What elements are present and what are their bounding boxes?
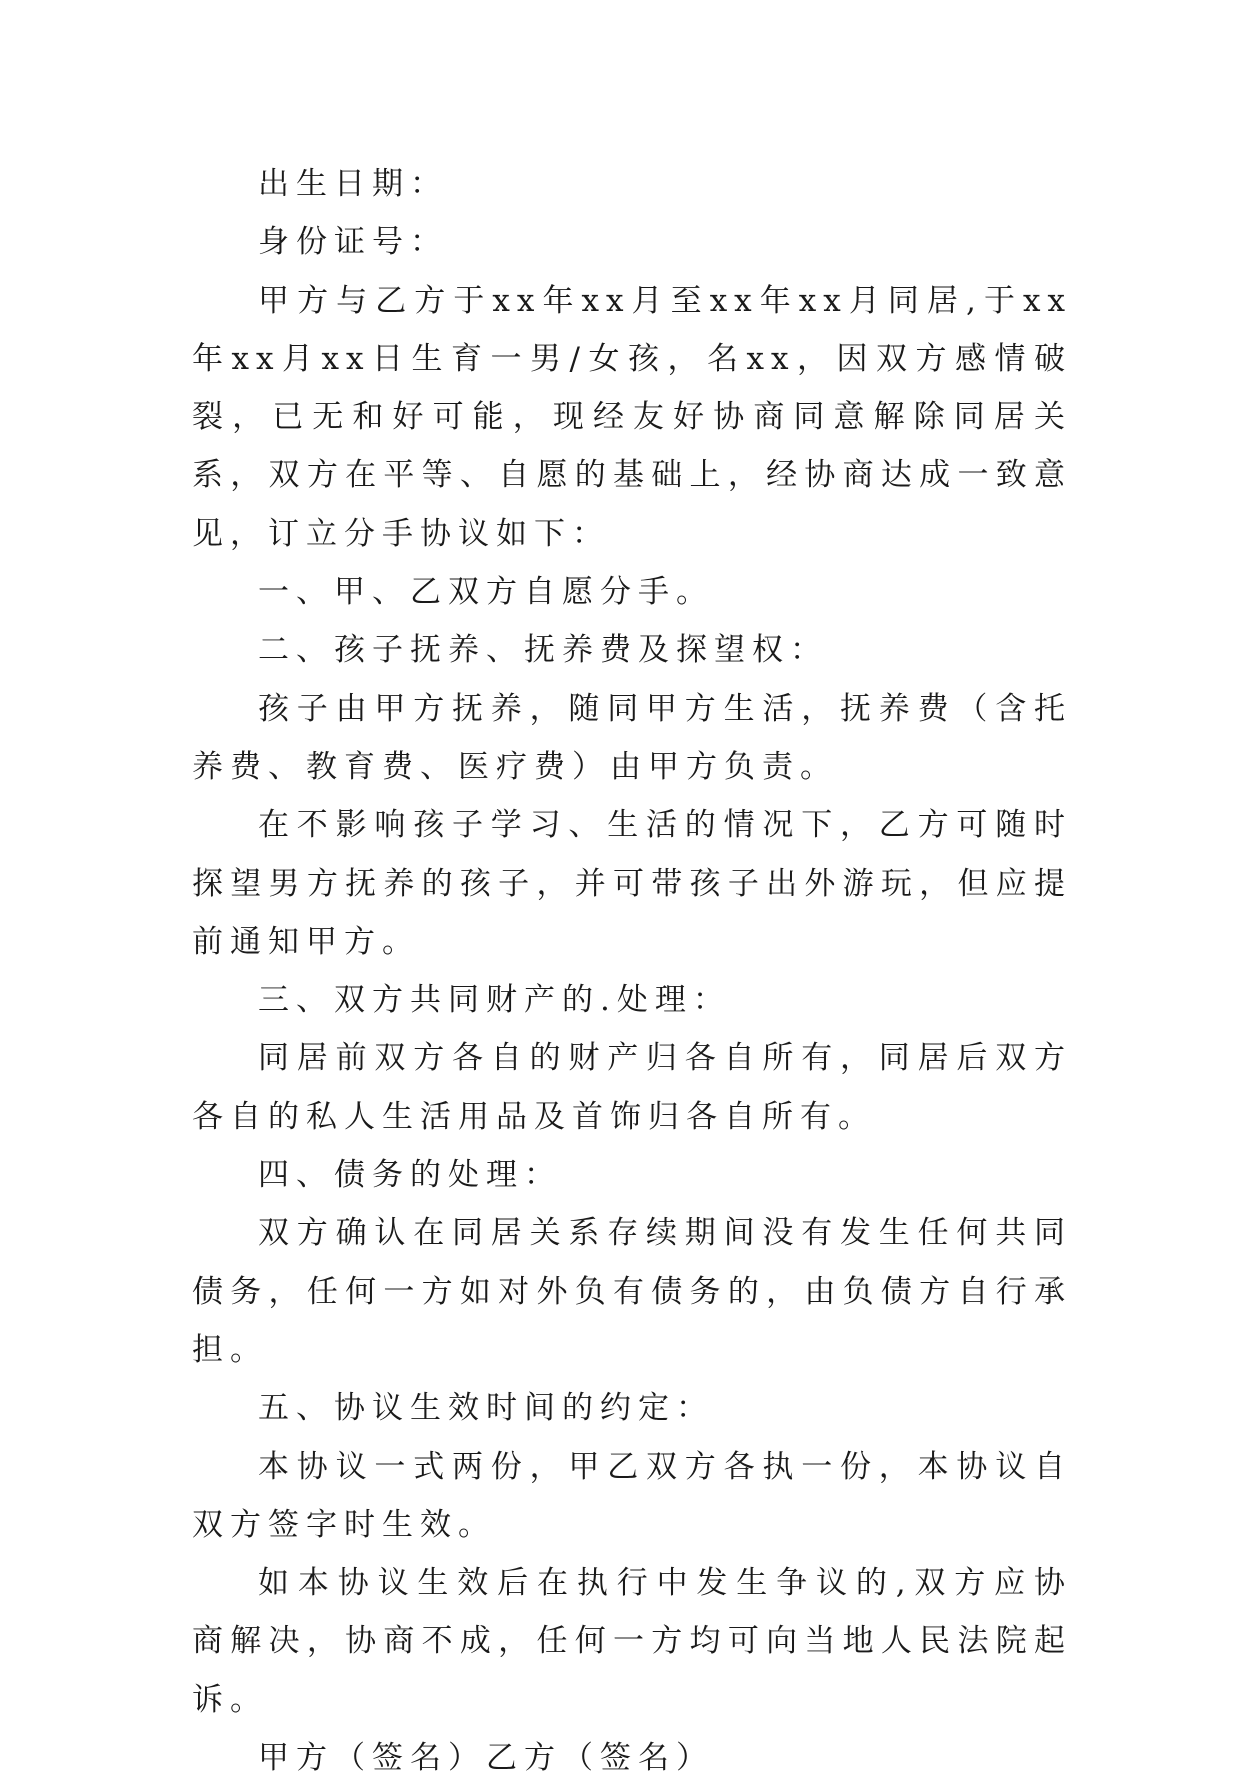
clause-5-heading: 五、协议生效时间的约定：	[258, 1390, 714, 1427]
paragraph-birth-date: 出生日期：	[258, 166, 448, 202]
clause-1-heading: 一、甲、乙双方自愿分手。	[258, 574, 714, 611]
paragraph-id-number: 身份证号：	[258, 224, 448, 261]
signature-line: 甲方（签名）乙方（签名）	[258, 1740, 714, 1777]
clause-4-debts: 双方确认在同居关系存续期间没有发生任何共同债务，任何一方如对外负有债务的，由负债方自行承担。	[192, 1215, 1072, 1368]
clause-2-visitation: 在不影响孩子学习、生活的情况下，乙方可随时探望男方抚养的孩子，并可带孩子出外游玩，但应提前通知甲方。	[192, 807, 1072, 960]
paragraph-preamble: 甲方与乙方于xx年xx月至xx年xx月同居,于xx年xx月xx日生育一男/女孩，名xx，因双方感情破裂，已无和好可能，现经友好协商同意解除同居关系，双方在平等、自愿的基础上，经协商达成一致意见，订立分手协议如下：	[192, 282, 1072, 552]
clause-3-property: 同居前双方各自的财产归各自所有，同居后双方各自的私人生活用品及首饰归各自所有。	[192, 1040, 1072, 1135]
clause-3-heading: 三、双方共同财产的.处理：	[258, 982, 731, 1019]
clause-2-heading: 二、孩子抚养、抚养费及探望权：	[258, 632, 828, 669]
clause-5-disputes: 如本协议生效后在执行中发生争议的,双方应协商解决，协商不成，任何一方均可向当地人民法院起诉。	[192, 1565, 1072, 1718]
clause-5-copies: 本协议一式两份，甲乙双方各执一份，本协议自双方签字时生效。	[192, 1448, 1072, 1543]
clause-2-custody: 孩子由甲方抚养，随同甲方生活，抚养费（含托养费、教育费、医疗费）由甲方负责。	[192, 690, 1072, 785]
clause-4-heading: 四、债务的处理：	[258, 1157, 562, 1194]
document-body	[192, 155, 1072, 1787]
